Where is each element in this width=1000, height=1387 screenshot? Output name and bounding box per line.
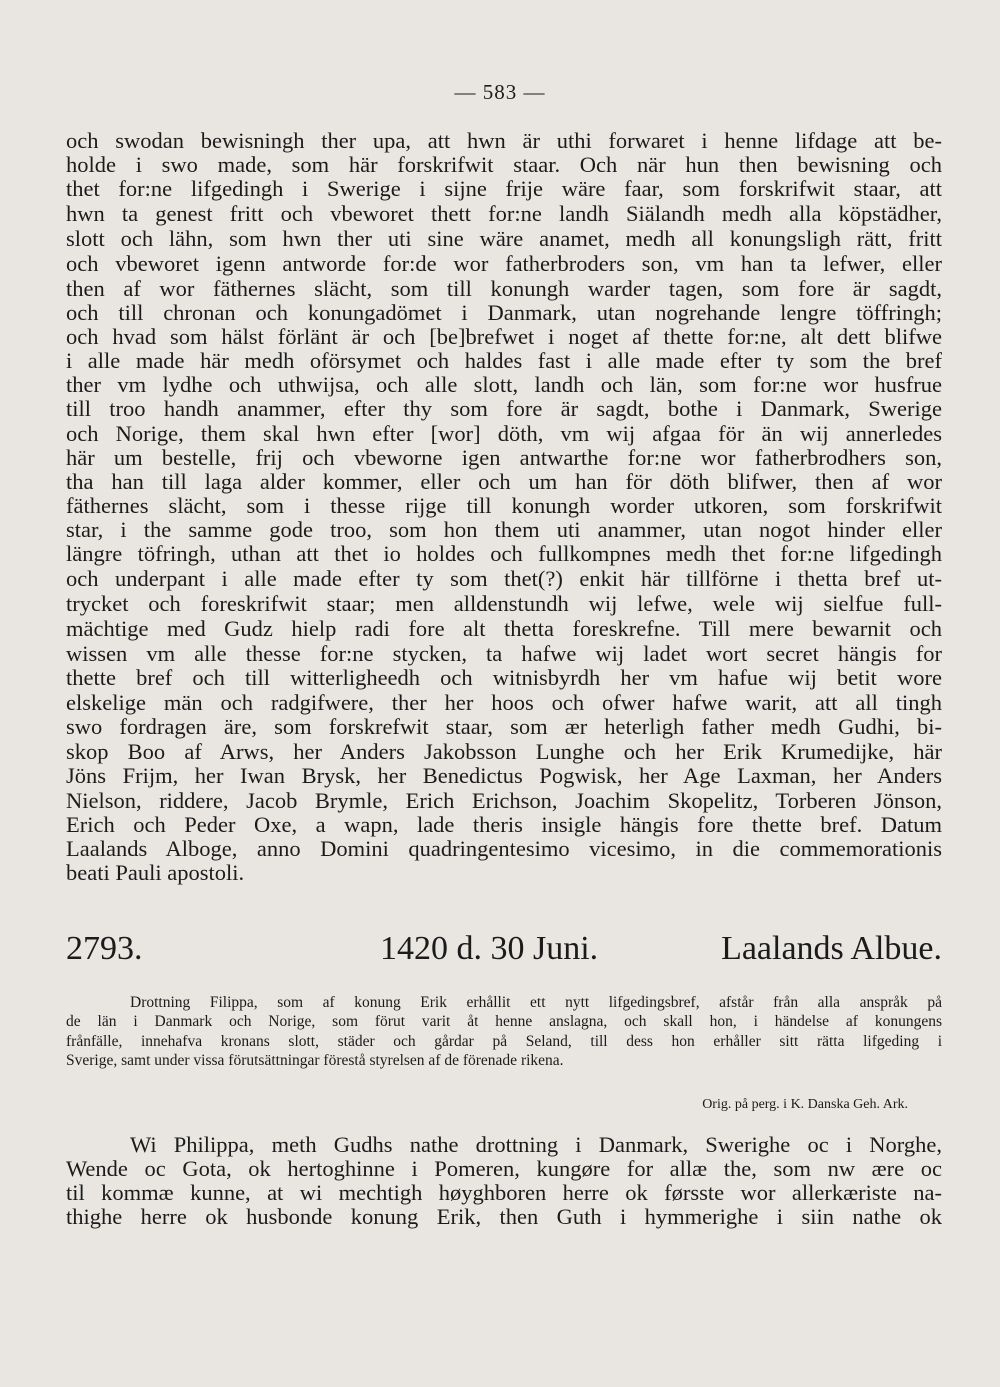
- entry-date: 1420 d. 30 Juni.: [380, 930, 599, 967]
- body-line: hwn ta genest fritt och vbeworet thett for:ne landh Siälandh medh alla köpstädher,: [66, 201, 942, 226]
- body-line: Nielson, riddere, Jacob Brymle, Erich Erichson, Joachim Skopelitz, Torberen Jönson,: [66, 788, 942, 813]
- body-line: längre töfringh, uthan att thet io holdes och fullkompnes medh thet for:ne lifgedingh: [66, 541, 942, 566]
- entry-number: 2793.: [66, 930, 143, 967]
- summary-line: de län i Danmark och Norige, som förut varit åt henne anslagna, och skall hon, i händelse af konungens: [66, 1013, 942, 1030]
- body-line: här um bestelle, frij och vbeworne igen antwarthe for:ne wor fatherbrodhers son,: [66, 445, 942, 470]
- summary-line: Drottning Filippa, som af konung Erik erhållit ett nytt lifgedingsbref, afstår från alla anspråk på: [130, 994, 942, 1011]
- body-line: star, i the samme gode troo, som hon them uti anammer, utan nogot hinder eller: [66, 517, 942, 542]
- body-line: ther vm lydhe och uthwijsa, och alle slott, landh och län, som for:ne wor husfrue: [66, 372, 942, 397]
- body-line: tha han till laga alder kommer, eller och um han för döth blifwer, then af wor: [66, 469, 942, 494]
- entry-place: Laalands Albue.: [721, 930, 942, 967]
- body-line: thet for:ne lifgedingh i Swerige i sijne frije wäre faar, som forskrifwit staar, att: [66, 176, 942, 201]
- body-line: thette bref och till witterligheedh och witnisbyrdh her vm hafue wij betit wore: [66, 665, 942, 690]
- document-line: Wende oc Gota, ok hertoghinne i Pomeren, kungøre for allæ the, som nw ære oc: [66, 1156, 942, 1181]
- body-line: fäthernes slächt, som i thesse rijge till konungh worder utkoren, som forskrifwit: [66, 493, 942, 518]
- body-line: Jöns Frijm, her Iwan Brysk, her Benedictus Pogwisk, her Age Laxman, her Anders: [66, 763, 942, 788]
- body-line: elskelige män och radgifwere, ther her hoos och ofwer hafwe warit, att all tingh: [66, 690, 942, 715]
- body-line: trycket och foreskrifwit staar; men alldenstundh wij lefwe, wele wij sielfue full-: [66, 591, 942, 616]
- body-line: then af wor fäthernes slächt, som till konungh warder tagen, som fore är sagdt,: [66, 276, 942, 301]
- body-line: och swodan bewisningh ther upa, att hwn är uthi forwaret i henne lifdage att be-: [66, 128, 942, 153]
- body-line: och hvad som hälst förlänt är och [be]brefwet i noget af thette for:ne, alt dett blifwe: [66, 324, 942, 349]
- document-line: thighe herre ok husbonde konung Erik, then Guth i hymmerighe i siin nathe ok: [66, 1204, 942, 1229]
- body-line: wissen vm alle thesse for:ne stycken, ta hafwe wij ladet wort secret hängis for: [66, 641, 942, 666]
- body-line: och Norige, them skal hwn efter [wor] döth, vm wij afgaa för än wij annerledes: [66, 421, 942, 446]
- document-line: Wi Philippa, meth Gudhs nathe drottning i Danmark, Swerighe oc i Norghe,: [130, 1132, 942, 1157]
- body-line: slott och lähn, som hwn ther uti sine wäre anamet, medh all konungsligh rätt, fritt: [66, 226, 942, 251]
- body-line: Laalands Alboge, anno Domini quadringentesimo vicesimo, in die commemorationis: [66, 836, 942, 861]
- body-line: beati Pauli apostoli.: [66, 860, 245, 885]
- body-line: mächtige med Gudz hielp radi fore alt thetta foreskrefne. Till mere bewarnit och: [66, 616, 942, 641]
- body-line: och till chronan och konungadömet i Danmark, utan nogrehande lengre töffringh;: [66, 300, 942, 325]
- body-line: i alle made här medh oförsymet och haldes fast i alle made efter ty som the bref: [66, 348, 942, 373]
- body-line: Erich och Peder Oxe, a wapn, lade theris insigle hängis fore thette bref. Datum: [66, 812, 942, 837]
- page-number: — 583 —: [454, 80, 546, 104]
- body-line: till troo handh anammer, efter thy som fore är sagdt, bothe i Danmark, Swerige: [66, 396, 942, 421]
- summary-line: Sverige, samt under vissa förutsättningar förestå styrelsen af de förenade rikena.: [66, 1052, 564, 1069]
- body-line: och vbeworet igenn antworde for:de wor fatherbroders son, vm han ta lefwer, eller: [66, 251, 942, 276]
- body-line: och underpant i alle made efter ty som thet(?) enkit här tillförne i thetta bref ut-: [66, 566, 942, 591]
- body-line: skop Boo af Arws, her Anders Jakobsson Lunghe och her Erik Krumedijke, här: [66, 739, 942, 764]
- document-line: til kommæ kunne, at wi mechtigh høyghboren herre ok førsste wor allerkæriste na-: [66, 1180, 942, 1205]
- body-line: swo fordragen äre, som forskrefwit staar, som ær heterligh father medh Gudhi, bi-: [66, 714, 942, 739]
- source-note: Orig. på perg. i K. Danska Geh. Ark.: [702, 1097, 908, 1112]
- summary-line: frånfälle, innehafva kronans slott, städer och gårdar på Seland, till dess hon erhåller sitt rätta lifgeding i: [66, 1033, 942, 1050]
- body-line: holde i swo made, som här forskrifwit staar. Och när hun then bewisning och: [66, 152, 942, 177]
